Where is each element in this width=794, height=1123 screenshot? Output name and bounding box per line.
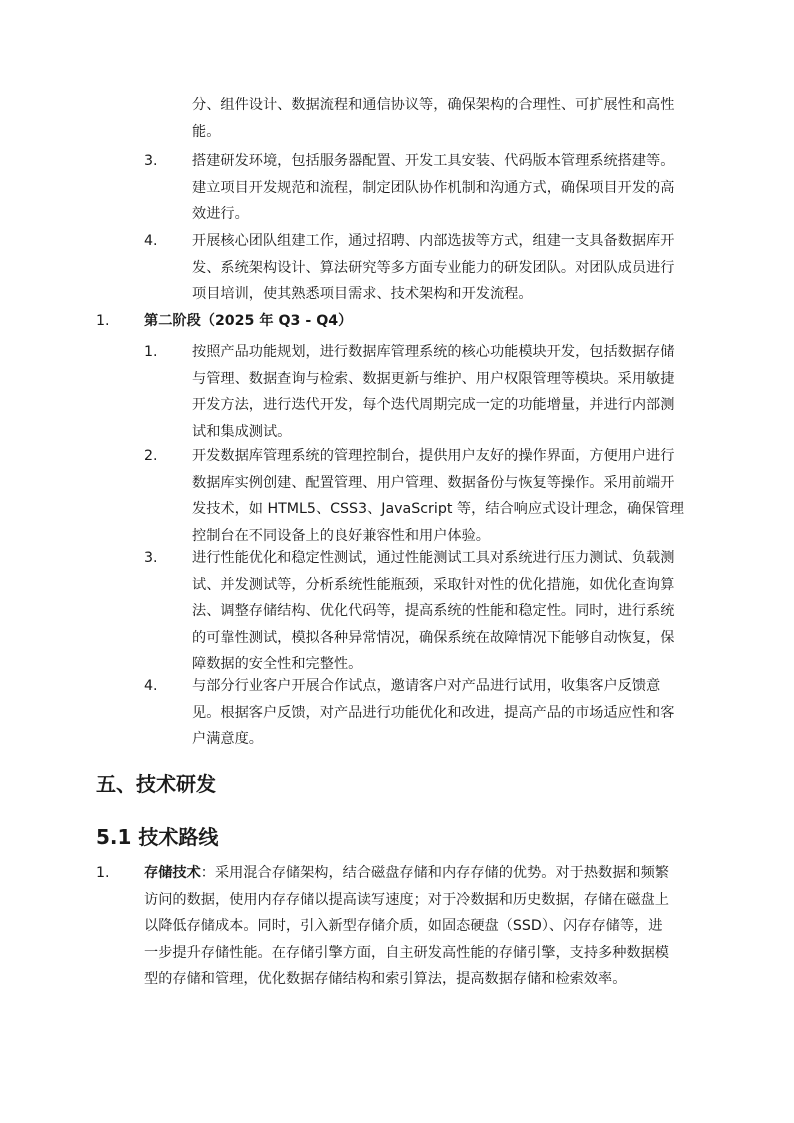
subsection-heading: 5.1 技术路线 xyxy=(96,825,219,849)
term-label: 存储技术 xyxy=(144,865,201,881)
section-heading: 五、技术研发 xyxy=(96,772,216,796)
list-item: 存储技术：采用混合存储架构，结合磁盘存储和内存存储的优势。对于热数据和频繁 访问的数据，使用内存存储以提高读写速度；对于冷数据和历史数据，存储在磁盘上 以降低存储成本。同时，引入新型存储介质，如固态硬盘（SSD）、闪存存储等，进 一步提升存储性能。在存储引擎方面，自主研发高性能的存储引擎，支持多种数据模 型的存储和管理，优化数据存储结构和索引算法，提高数据存储和检索效率。 xyxy=(144,865,669,987)
list-item: 分、组件设计、数据流程和通信协议等，确保架构的合理性、可扩展性和高性 能。 xyxy=(192,97,675,140)
list-item: 进行性能优化和稳定性测试，通过性能测试工具对系统进行压力测试、负载测 试、并发测试等，分析系统性能瓶颈，采取针对性的优化措施，如优化查询算 法、调整存储结构、优化代码等，提高系统的性能和稳定性。同时，进行系统 的可靠性测试，模拟各种异常情况，确保系统在故障情况下能够自动恢复，保 障数据的安全性和完整性。 xyxy=(192,550,675,672)
phase-heading: 第二阶段（2025 年 Q3 - Q4） xyxy=(144,313,353,329)
list-item: 开发数据库管理系统的管理控制台，提供用户友好的操作界面，方便用户进行 数据库实例创建、配置管理、用户管理、数据备份与恢复等操作。采用前端开 发技术，如 HTML5、CSS3、JavaScript 等，结合响应式设计理念，确保管理 控制台在不同设备上的良好兼容性和用户体验。 xyxy=(192,448,684,544)
list-number: 4. xyxy=(144,233,158,249)
list-item: 搭建研发环境，包括服务器配置、开发工具安装、代码版本管理系统搭建等。 建立项目开发规范和流程，制定团队协作机制和沟通方式，确保项目开发的高 效进行。 xyxy=(192,153,675,222)
list-number: 1. xyxy=(96,865,110,881)
list-number: 4. xyxy=(144,678,158,694)
list-item: 按照产品功能规划，进行数据库管理系统的核心功能模块开发，包括数据存储 与管理、数据查询与检索、数据更新与维护、用户权限管理等模块。采用敏捷 开发方法，进行迭代开发，每个迭代周期完成一定的功能增量，并进行内部测 试和集成测试。 xyxy=(192,344,675,440)
list-item: 开展核心团队组建工作，通过招聘、内部选拔等方式，组建一支具备数据库开 发、系统架构设计、算法研究等多方面专业能力的研发团队。对团队成员进行 项目培训，使其熟悉项目需求、技术架构和开发流程。 xyxy=(192,233,675,302)
list-number: 2. xyxy=(144,448,158,464)
list-number: 3. xyxy=(144,153,158,169)
list-number: 1. xyxy=(96,313,110,329)
list-item: 与部分行业客户开展合作试点，邀请客户对产品进行试用，收集客户反馈意 见。根据客户反馈，对产品进行功能优化和改进，提高产品的市场适应性和客 户满意度。 xyxy=(192,678,675,747)
list-number: 3. xyxy=(144,550,158,566)
list-number: 1. xyxy=(144,344,158,360)
